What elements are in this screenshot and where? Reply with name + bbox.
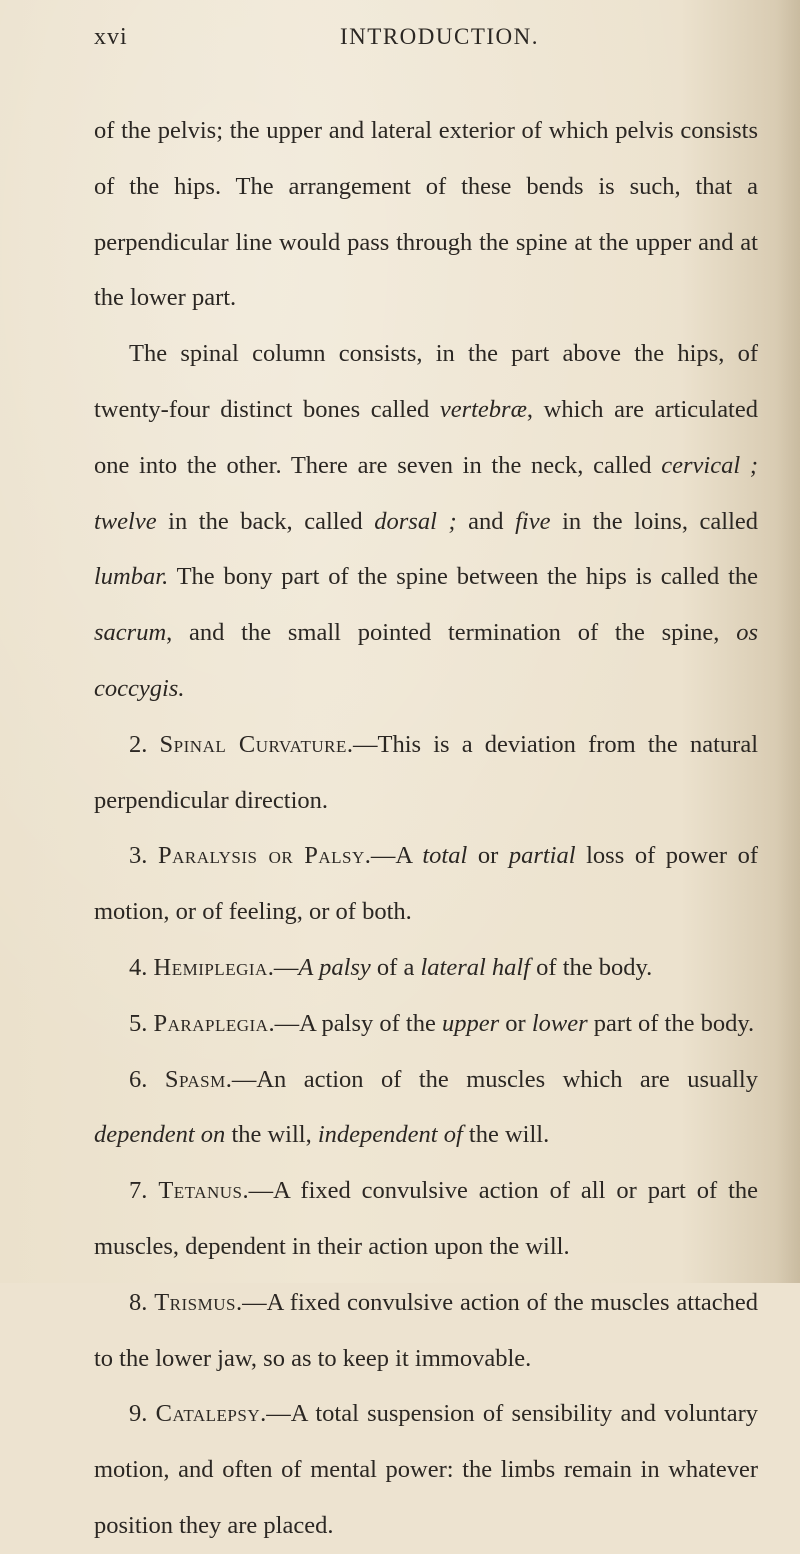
term-heading: Spasm — [164, 1065, 226, 1093]
item-number: 9. — [129, 1400, 156, 1428]
emphasis: partial — [508, 842, 576, 870]
emphasis: total — [422, 842, 468, 870]
body-text — [94, 103, 758, 1554]
text-span: .—An action of the muscles which are usually — [225, 1065, 758, 1093]
item-number: 5. — [129, 1009, 154, 1037]
term-heading: Paraplegia — [153, 1009, 269, 1037]
item-number: 8. — [129, 1288, 155, 1316]
text-span: or — [467, 842, 509, 870]
running-title: INTRODUCTION. — [340, 24, 540, 49]
item-number: 6. — [129, 1065, 165, 1093]
text-span: part of the body. — [587, 1009, 755, 1037]
term-heading: Catalepsy — [155, 1400, 261, 1428]
definition-tetanus — [94, 1163, 758, 1275]
emphasis: upper — [442, 1009, 500, 1037]
item-number: 4. — [129, 953, 154, 981]
text-span: The bony part of the spine between the hips is called the — [168, 563, 758, 591]
item-number: 2. — [129, 730, 160, 758]
definition-paraplegia — [94, 996, 758, 1052]
text-span: of the body. — [530, 953, 653, 981]
text-span: the will, — [225, 1121, 318, 1149]
term-heading: Paralysis or Palsy — [157, 842, 365, 870]
text-span: .—A palsy of the — [268, 1009, 442, 1037]
text-span: of a — [370, 953, 421, 981]
text-span: the will. — [462, 1121, 550, 1149]
paragraph-pelvis-continuation — [94, 103, 758, 326]
term-vertebrae: vertebræ — [439, 395, 527, 423]
item-number: 7. — [129, 1177, 159, 1205]
item-number: 3. — [129, 842, 158, 870]
definition-spinal-curvature — [94, 717, 758, 829]
term-twelve: twelve — [94, 507, 157, 535]
term-dorsal: dorsal ; — [374, 507, 457, 535]
text-span: .— — [267, 953, 299, 981]
term-five: five — [515, 507, 551, 535]
definition-paralysis — [94, 828, 758, 940]
emphasis: independent of — [317, 1121, 463, 1149]
text-span: .—A fixed convulsive action of the muscles attached to the lower jaw, so as to keep it immovable. — [94, 1288, 759, 1372]
definition-spasm — [94, 1052, 758, 1164]
paragraph-spinal-column — [94, 326, 758, 717]
text-span: of the pelvis; the upper and lateral exterior of which pelvis consists of the hips. The arrangement of these bends is such, that a perpendicular line would pass through the spine at the upper and at the lower part. — [94, 117, 758, 312]
text-span: The spinal column consists, in the part above the hips, of twenty-four distinct bones called — [94, 340, 758, 423]
term-heading: Trismus — [154, 1288, 236, 1316]
text-span: .—This is a deviation from the natural perpendicular direction. — [94, 730, 758, 814]
text-span: , which are articulated one into the other. There are seven in the neck, called — [94, 395, 758, 479]
text-span: in the loins, called — [550, 507, 759, 535]
term-sacrum: sacrum — [94, 619, 167, 647]
definition-catalepsy — [94, 1386, 758, 1553]
text-span: , and the small pointed termination of the spine, — [166, 619, 737, 647]
text-span: or — [499, 1009, 532, 1037]
emphasis: lateral half — [420, 953, 531, 981]
definition-hemiplegia — [94, 940, 758, 996]
emphasis: lower — [531, 1009, 588, 1037]
term-cervical: cervical ; — [661, 451, 758, 479]
term-heading: Hemiplegia — [153, 953, 268, 981]
term-os-coccygis: os coccygis. — [94, 619, 758, 702]
term-lumbar: lumbar. — [94, 563, 169, 591]
term-heading: Spinal Curvature — [159, 730, 347, 758]
text-span: .—A total suspension of sensibility and voluntary motion, and often of mental power: the limbs remain in whatever position they are placed. — [94, 1400, 759, 1539]
page-header — [94, 24, 734, 64]
text-span: .—A — [364, 842, 423, 870]
text-span: and — [456, 507, 516, 535]
term-heading: Tetanus — [158, 1177, 243, 1205]
emphasis: dependent on — [94, 1121, 226, 1149]
emphasis: A palsy — [298, 953, 371, 981]
text-span: in the back, called — [156, 507, 375, 535]
text-span: loss of power of motion, or of feeling, or of both. — [94, 842, 759, 926]
page-number: xvi — [94, 24, 128, 50]
text-span: .—A fixed convulsive action of all or part of the muscles, dependent in their action upon the will. — [94, 1177, 759, 1260]
definition-trismus — [94, 1275, 758, 1387]
